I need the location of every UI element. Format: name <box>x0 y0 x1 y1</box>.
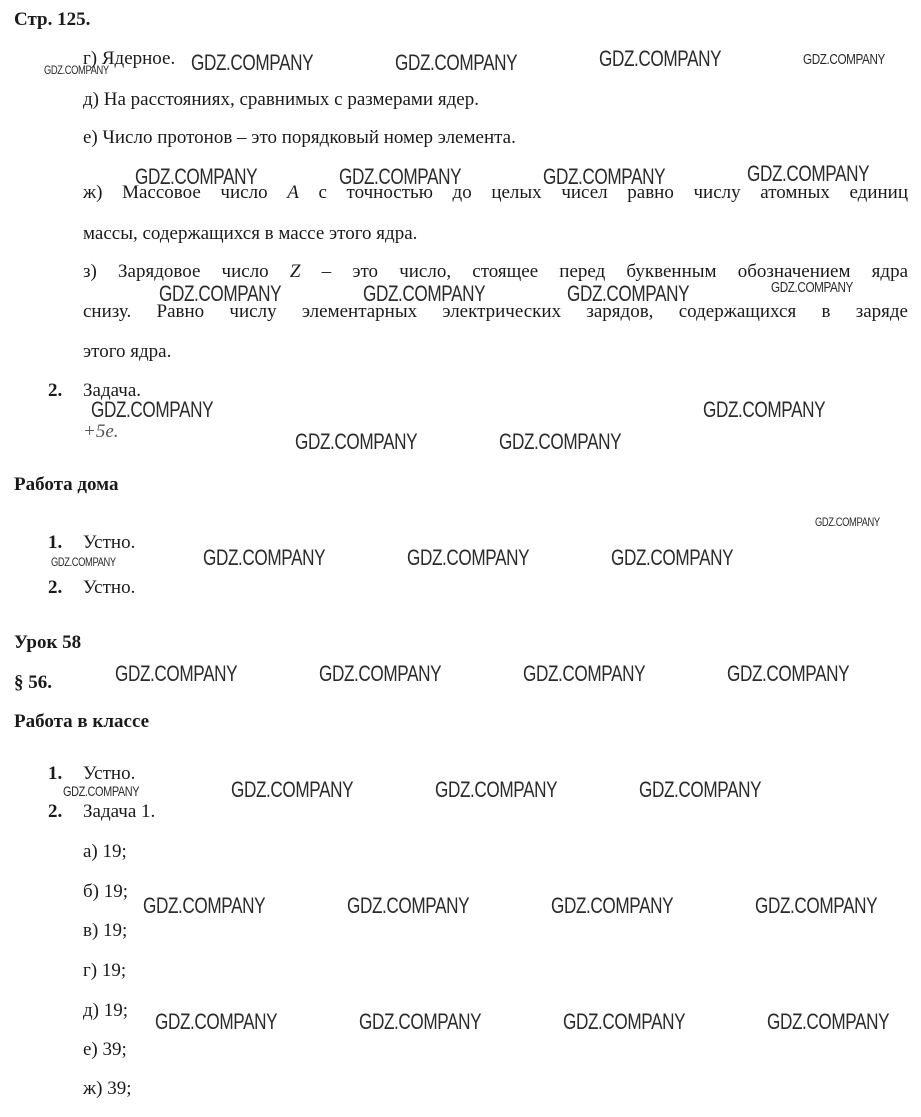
class-item-2-number: 2. <box>48 801 63 822</box>
home-item-1-text: Устно. <box>83 532 136 553</box>
answer-zh: ж) 39; <box>83 1078 132 1099</box>
watermark: GDZ.COMPANY <box>203 545 326 570</box>
watermark: GDZ.COMPANY <box>727 661 850 686</box>
lesson-title: Урок 58 <box>14 632 82 653</box>
watermark: GDZ.COMPANY <box>803 51 885 68</box>
item-zh-line-2: массы, содержащихся в массе этого ядра. <box>83 223 418 244</box>
watermark: GDZ.COMPANY <box>703 397 826 422</box>
watermark: GDZ.COMPANY <box>295 429 418 454</box>
watermark: GDZ.COMPANY <box>755 893 878 918</box>
task2-answer: +5e. <box>83 421 119 442</box>
watermark: GDZ.COMPANY <box>363 281 486 306</box>
watermark: GDZ.COMPANY <box>339 164 462 189</box>
home-item-1-number: 1. <box>48 532 63 553</box>
answer-g: г) 19; <box>83 960 127 981</box>
class-item-1-number: 1. <box>48 763 63 784</box>
watermark: GDZ.COMPANY <box>499 429 622 454</box>
item-g: г) Ядерное. <box>83 48 176 69</box>
watermark: GDZ.COMPANY <box>563 1009 686 1034</box>
task2-label: Задача. <box>83 380 142 401</box>
item-zh-text-b: с точностью до целых чисел равно числу атомных единиц <box>318 182 908 203</box>
watermark: GDZ.COMPANY <box>359 1009 482 1034</box>
watermark: GDZ.COMPANY <box>551 893 674 918</box>
task2-number: 2. <box>48 380 63 401</box>
answer-v: в) 19; <box>83 920 128 941</box>
watermark: GDZ.COMPANY <box>159 281 282 306</box>
watermark: GDZ.COMPANY <box>44 63 109 77</box>
item-z-var: Z <box>289 261 301 282</box>
watermark: GDZ.COMPANY <box>771 279 853 296</box>
watermark: GDZ.COMPANY <box>639 777 762 802</box>
watermark: GDZ.COMPANY <box>435 777 558 802</box>
watermark: GDZ.COMPANY <box>51 555 116 569</box>
watermark: GDZ.COMPANY <box>747 161 870 186</box>
watermark: GDZ.COMPANY <box>599 46 722 71</box>
watermark: GDZ.COMPANY <box>815 515 880 529</box>
lesson-section: § 56. <box>14 672 52 693</box>
class-item-2-text: Задача 1. <box>83 801 156 822</box>
watermark: GDZ.COMPANY <box>523 661 646 686</box>
watermark: GDZ.COMPANY <box>407 545 530 570</box>
item-z-text-b: – это число, стоящее перед буквенным обозначением ядра <box>321 261 909 282</box>
class-heading: Работа в классе <box>14 711 150 732</box>
class-item-1-text: Устно. <box>83 763 136 784</box>
watermark: GDZ.COMPANY <box>63 783 140 799</box>
item-e: е) Число протонов – это порядковый номер элемента. <box>83 127 516 148</box>
watermark: GDZ.COMPANY <box>611 545 734 570</box>
answer-b: б) 19; <box>83 881 129 902</box>
answer-a: а) 19; <box>83 841 127 862</box>
home-item-2-number: 2. <box>48 577 63 598</box>
item-z-line-3: этого ядра. <box>83 341 172 362</box>
watermark: GDZ.COMPANY <box>767 1009 890 1034</box>
item-d: д) На расстояниях, сравнимых с размерами ядер. <box>83 89 479 110</box>
watermark: GDZ.COMPANY <box>395 50 518 75</box>
watermark: GDZ.COMPANY <box>319 661 442 686</box>
item-zh-text-a: ж) Массовое число <box>83 182 268 203</box>
item-z-line-2: снизу. Равно числу элементарных электрических зарядов, содержащихся в заряде <box>83 301 908 322</box>
home-item-2-text: Устно. <box>83 577 136 598</box>
watermark: GDZ.COMPANY <box>155 1009 278 1034</box>
watermark: GDZ.COMPANY <box>567 281 690 306</box>
item-zh-var: A <box>287 182 299 203</box>
watermark: GDZ.COMPANY <box>231 777 354 802</box>
watermark: GDZ.COMPANY <box>91 397 214 422</box>
watermark: GDZ.COMPANY <box>191 50 314 75</box>
answer-e: е) 39; <box>83 1039 127 1060</box>
watermark: GDZ.COMPANY <box>543 164 666 189</box>
home-heading: Работа дома <box>14 474 119 495</box>
item-z-text-a: з) Зарядовое число <box>83 261 269 282</box>
watermark: GDZ.COMPANY <box>347 893 470 918</box>
answer-d: д) 19; <box>83 1000 129 1021</box>
watermark: GDZ.COMPANY <box>135 164 258 189</box>
page-header: Стр. 125. <box>14 9 91 30</box>
watermark: GDZ.COMPANY <box>143 893 266 918</box>
watermark: GDZ.COMPANY <box>115 661 238 686</box>
